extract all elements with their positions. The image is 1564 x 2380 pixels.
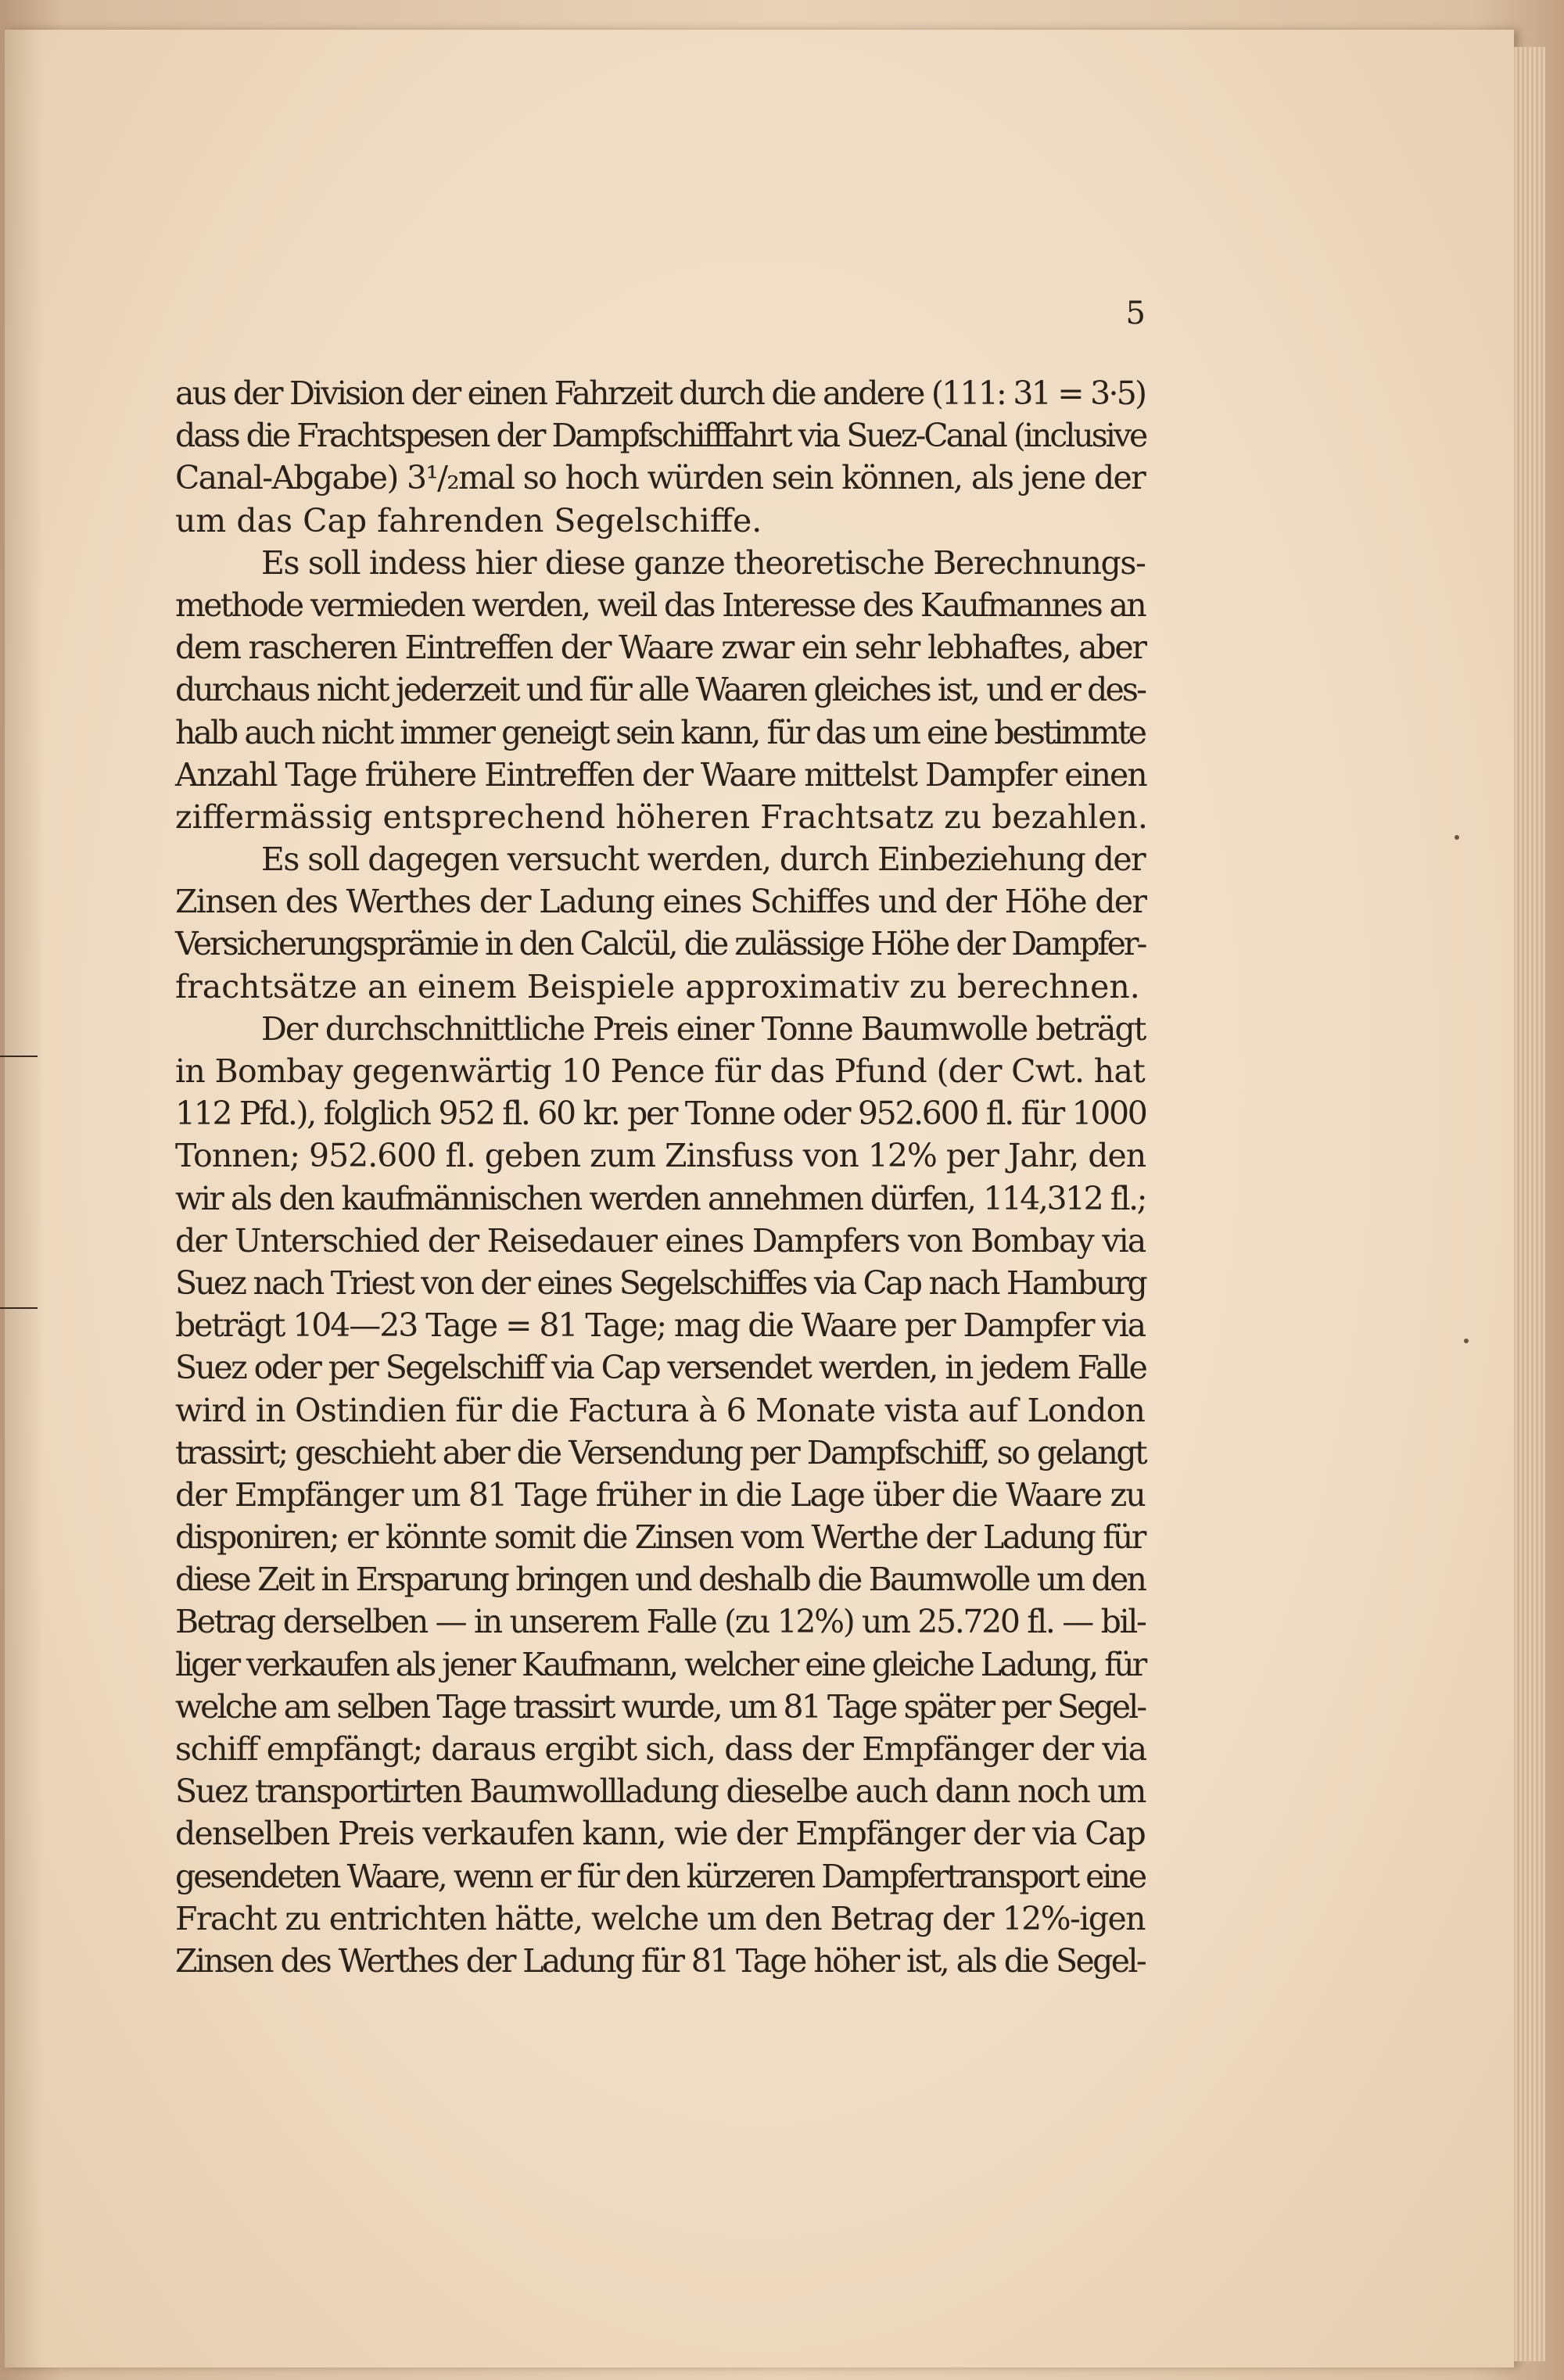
text-line: ziffermässig entsprechend höheren Frachtsatz zu bezahlen. [175,798,1148,836]
text-line: in Bombay gegenwärtig 10 Pence für das Pfund (der Cwt. hat [175,1052,1145,1090]
text-line: um das Cap fahrenden Segelschiffe. [175,501,762,539]
text-line: welche am selben Tage trassirt wurde, um 81 Tage später per Segel- [175,1687,1146,1726]
text-line: liger verkaufen als jener Kaufmann, welcher eine gleiche Ladung, für [175,1645,1146,1683]
text-line: Anzahl Tage frühere Eintreffen der Waare mittelst Dampfer einen [175,755,1146,794]
text-line: Betrag derselben — in unserem Falle (zu 12%) um 25.720 fl. — bil- [175,1603,1146,1641]
text-line: Tonnen; 952.600 fl. geben zum Zinsfuss von 12% per Jahr, den [175,1137,1146,1175]
text-line: Es soll indess hier diese ganze theoretische Berechnungs- [261,543,1146,582]
text-line: Suez oder per Segelschiff via Cap versendet werden, in jedem Falle [175,1349,1146,1387]
text-line: schiff empfängt; daraus ergibt sich, dass der Empfänger der via [175,1730,1146,1768]
binding-thread-mark [0,1056,38,1057]
binding-thread-mark [0,1307,38,1309]
text-line: 112 Pfd.), folglich 952 fl. 60 kr. per Tonne oder 952.600 fl. für 1000 [175,1095,1146,1133]
text-line: Versicherungsprämie in den Calcül, die zulässige Höhe der Dampfer- [175,925,1146,963]
text-line: denselben Preis verkaufen kann, wie der Empfänger der via Cap [175,1815,1145,1853]
text-line: beträgt 104—23 Tage = 81 Tage; mag die Waare per Dampfer via [175,1306,1145,1345]
text-line: Canal-Abgabe) 3¹/₂mal so hoch würden sein können, als jene der [175,459,1145,497]
text-line: Zinsen des Werthes der Ladung für 81 Tage höher ist, als die Segel- [175,1941,1146,1980]
paper-spot [1464,1339,1469,1343]
text-line: Zinsen des Werthes der Ladung eines Schiffes und der Höhe der [175,883,1146,921]
text-line: gesendeten Waare, wenn er für den kürzeren Dampfertransport eine [175,1857,1146,1895]
page-number: 5 [1125,296,1146,332]
text-line: methode vermieden werden, weil das Interesse des Kaufmannes an [175,586,1145,624]
text-line: halb auch nicht immer geneigt sein kann, für das um eine bestimmte [175,713,1145,751]
text-line: Es soll dagegen versucht werden, durch Einbeziehung der [261,841,1145,879]
text-line: wird in Ostindien für die Factura à 6 Monate vista auf London [175,1391,1146,1429]
text-line: trassirt; geschieht aber die Versendung per Dampfschiff, so gelangt [175,1433,1146,1471]
text-line: der Unterschied der Reisedauer eines Dampfers von Bombay via [175,1221,1146,1260]
body-text [175,372,1148,1982]
text-line: diese Zeit in Ersparung bringen und deshalb die Baumwolle um den [175,1561,1146,1599]
text-line: Der durchschnittliche Preis einer Tonne Baumwolle beträgt [261,1009,1146,1048]
text-line: frachtsätze an einem Beispiele approximativ zu berechnen. [175,967,1140,1005]
paper-spot [1455,835,1459,840]
text-line: wir als den kaufmännischen werden annehmen dürfen, 114,312 fl.; [175,1179,1146,1217]
gutter-shadow [5,30,44,2367]
text-line: disponiren; er könnte somit die Zinsen vom Werthe der Ladung für [175,1518,1145,1557]
text-line: Suez nach Triest von der eines Segelschiffes via Cap nach Hamburg [175,1263,1146,1302]
text-line: Fracht zu entrichten hätte, welche um den Betrag der 12%-igen [175,1899,1145,1937]
text-line: aus der Division der einen Fahrzeit durch die andere (111: 31 = 3·5) [175,375,1146,412]
text-line: dass die Frachtspesen der Dampfschifffahrt via Suez-Canal (inclusive [175,417,1146,455]
page-edges [1514,47,1545,2361]
text-line: dem rascheren Eintreffen der Waare zwar ein sehr lebhaftes, aber [175,629,1146,667]
text-line: durchaus nicht jederzeit und für alle Waaren gleiches ist, und er des- [175,671,1146,709]
text-line: Suez transportirten Baumwollladung dieselbe auch dann noch um [175,1772,1146,1811]
text-line: der Empfänger um 81 Tage früher in die Lage über die Waare zu [175,1475,1145,1514]
